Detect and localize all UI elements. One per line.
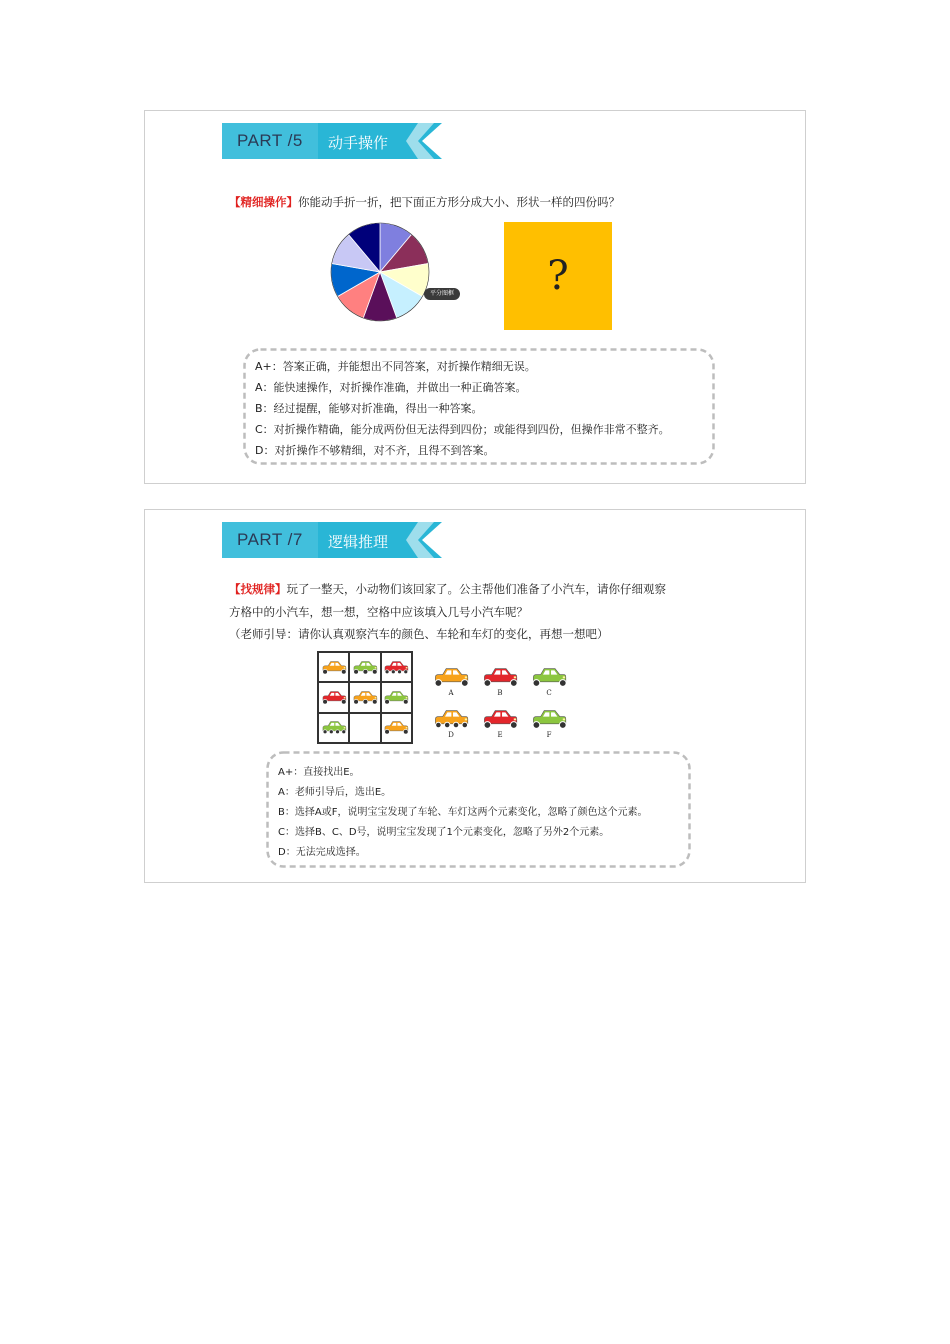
slide-part5: [144, 110, 806, 484]
question-square: [504, 222, 612, 330]
rubric-item: C：对折操作精确，能分成两份但无法得到四份；或能得到四份，但操作非常不整齐。: [255, 423, 670, 436]
grid-cell: [381, 652, 412, 682]
rubric-item: D：对折操作不够精细，对不齐，且得不到答案。: [255, 444, 495, 457]
rubric-box: [243, 348, 715, 465]
car-icon: [482, 707, 518, 731]
rubric-box: [266, 751, 691, 868]
car-icon: [531, 707, 567, 731]
section-banner: [222, 522, 442, 558]
car-icon: [433, 707, 469, 731]
car-grid: [317, 651, 413, 744]
grid-cell-empty: [349, 713, 380, 743]
rubric-item: B：选择A或F，说明宝宝发现了车轮、车灯这两个元素变化，忽略了颜色这个元素。: [278, 807, 648, 818]
rubric-item: A+：直接找出E。: [278, 767, 360, 778]
car-option[interactable]: [531, 707, 571, 743]
rubric-item: B：经过提醒，能够对折准确，得出一种答案。: [255, 402, 483, 415]
question-mark: ?: [547, 253, 569, 299]
car-icon: [433, 665, 469, 689]
pie-badge: 平分图框: [424, 288, 460, 300]
question-line: 方格中的小汽车，想一想，空格中应该填入几号小汽车呢？: [229, 605, 528, 619]
car-icon: [383, 689, 409, 706]
teacher-hint: （老师引导：请你认真观察汽车的颜色、车轮和车灯的变化，再想一想吧）: [229, 627, 609, 641]
car-icon: [482, 665, 518, 689]
car-option[interactable]: [482, 665, 522, 701]
grid-cell: [381, 682, 412, 712]
grid-cell: [318, 713, 349, 743]
rubric-item: D：无法完成选择。: [278, 847, 366, 858]
grid-cell: [349, 682, 380, 712]
car-option[interactable]: [433, 665, 473, 701]
car-option[interactable]: [433, 707, 473, 743]
car-icon: [352, 659, 378, 676]
car-option-label: B: [497, 689, 503, 697]
grid-cell: [318, 682, 349, 712]
car-icon: [383, 719, 409, 736]
car-option[interactable]: [531, 665, 571, 701]
grid-cell: [381, 713, 412, 743]
car-option-label: E: [497, 731, 503, 739]
question-tag: 【找规律】: [229, 582, 287, 596]
slide-part7: [144, 509, 806, 883]
car-icon: [383, 659, 409, 676]
car-icon: [321, 689, 347, 706]
rubric-item: C：选择B、C、D号，说明宝宝发现了1个元素变化，忽略了另外2个元素。: [278, 827, 610, 838]
car-option-label: F: [546, 731, 552, 739]
question-line: [229, 581, 666, 597]
question-text: 你能动手折一折，把下面正方形分成大小、形状一样的四份吗？: [298, 195, 620, 209]
part-number: PART /7: [237, 530, 303, 549]
rubric-item: A+：答案正确，并能想出不同答案，对折操作精细无误。: [255, 360, 536, 373]
rubric-item: A：能快速操作，对折操作准确，并做出一种正确答案。: [255, 381, 527, 394]
question-text: 玩了一整天，小动物们该回家了。公主帮他们准备了小汽车，请你仔细观察: [286, 582, 666, 596]
car-option-label: C: [546, 689, 552, 697]
car-icon: [352, 689, 378, 706]
car-option-label: D: [448, 731, 454, 739]
car-option-label: A: [448, 689, 454, 697]
question-tag: 【精细操作】: [229, 195, 298, 209]
car-icon: [531, 665, 567, 689]
grid-cell: [318, 652, 349, 682]
rubric-item: A：老师引导后，选出E。: [278, 787, 392, 798]
car-icon: [321, 659, 347, 676]
car-option[interactable]: [482, 707, 522, 743]
grid-cell: [349, 652, 380, 682]
divided-circle: [329, 221, 431, 323]
question-line: [229, 194, 620, 210]
part-topic: 动手操作: [328, 134, 389, 152]
part-topic: 逻辑推理: [328, 533, 389, 551]
car-icon: [321, 719, 347, 736]
section-banner: [222, 123, 442, 159]
part-number: PART /5: [237, 131, 303, 150]
